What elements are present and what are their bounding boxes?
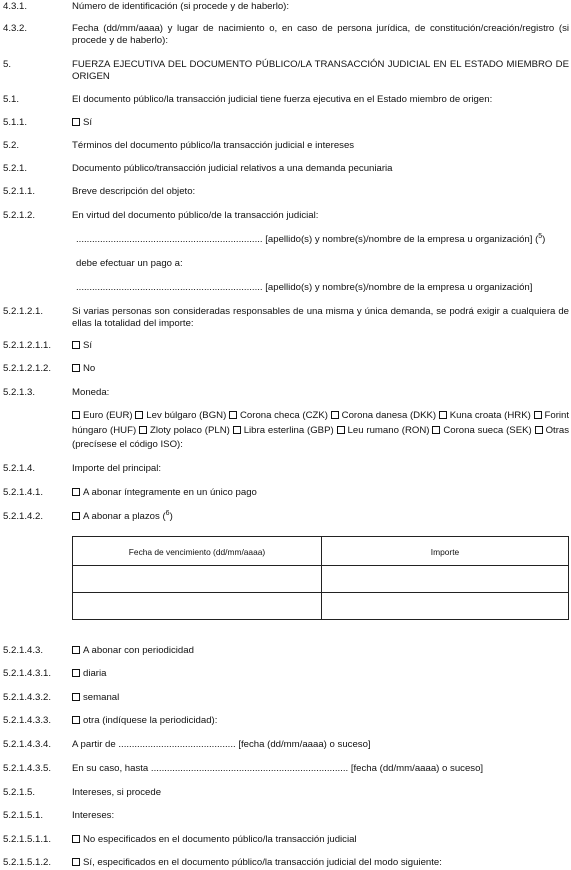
checkbox-label: Sí — [83, 117, 93, 128]
section-number: 5.2.1.2.1.2. — [3, 363, 52, 374]
checkbox-gbp[interactable] — [233, 426, 241, 434]
currency-option — [135, 410, 226, 421]
currency-label: Leu rumano (RON) — [347, 424, 430, 436]
currency-option — [439, 410, 531, 421]
footnote-close: ) — [542, 234, 546, 245]
section-text: Breve descripción del objeto: — [72, 186, 196, 197]
section-text: Número de identificación (si procede y de haberlo): — [72, 1, 290, 12]
checkbox-si[interactable] — [72, 341, 80, 349]
checkbox-label: Sí — [83, 340, 93, 351]
section-number: 4.3.1. — [3, 1, 28, 12]
section-number: 5. — [3, 59, 12, 70]
checkbox-daily[interactable] — [72, 669, 80, 677]
section-number: 5.2.1.4. — [3, 463, 36, 474]
start-date-fill-line[interactable]: A partir de ............................................ [fecha (dd/mm/aaaa) o suceso] — [72, 739, 371, 750]
section-number: 5.2.1.3. — [3, 387, 36, 398]
section-number: 5.2.1.4.1. — [3, 487, 44, 498]
checkbox-periodic[interactable] — [72, 646, 80, 654]
table-header-due-date: Fecha de vencimiento (dd/mm/aaaa) — [128, 547, 266, 557]
section-number: 5.2.1.4.3.1. — [3, 668, 52, 679]
section-text: Intereses, si procede — [72, 787, 162, 798]
section-number: 5.2.1. — [3, 163, 28, 174]
checkbox-si[interactable] — [72, 118, 80, 126]
checkbox-other-periodicity[interactable] — [72, 716, 80, 724]
checkbox-bgn[interactable] — [135, 411, 143, 419]
currency-label: Kuna croata (HRK) — [449, 410, 531, 421]
section-text: Intereses: — [72, 810, 115, 821]
section-number: 5.2.1.4.3.2. — [3, 692, 52, 703]
section-text: Importe del principal: — [72, 463, 162, 474]
footnote-ref: 5 — [538, 232, 543, 240]
section-number: 4.3.2. — [3, 23, 28, 34]
section-text: Fecha (dd/mm/aaaa) y lugar de nacimiento o, en caso de persona jurídica, de constitución/creación/registro (si procede y de haberlo): — [72, 23, 569, 46]
currency-option — [432, 425, 531, 436]
checkbox-czk[interactable] — [229, 411, 237, 419]
checkbox-dkk[interactable] — [331, 411, 339, 419]
section-text: En virtud del documento público/de la transacción judicial: — [72, 210, 319, 221]
checkbox-installments[interactable] — [72, 512, 80, 520]
currency-label: Otras (precísese el código ISO): — [72, 424, 570, 450]
section-number: 5.2.1.1. — [3, 186, 36, 197]
table-header-amount: Importe — [430, 547, 460, 557]
currency-option — [229, 410, 328, 421]
section-number: 5.2.1.4.3.5. — [3, 763, 52, 774]
currency-label: Forint húngaro (HUF) — [72, 410, 570, 436]
section-number: 5.2.1.5.1.1. — [3, 834, 52, 845]
currency-options — [72, 409, 569, 453]
currency-option — [72, 410, 133, 421]
currency-label: Lev búlgaro (BGN) — [146, 410, 227, 421]
section-number: 5.2.1.2.1.1. — [3, 340, 52, 351]
checkbox-no[interactable] — [72, 364, 80, 372]
section-text: El documento público/la transacción judicial tiene fuerza ejecutiva en el Estado miembro de origen: — [72, 94, 493, 105]
checkbox-other[interactable] — [535, 426, 543, 434]
section-number: 5.2.1.2. — [3, 210, 36, 221]
checkbox-label: A abonar con periodicidad — [83, 645, 194, 656]
section-number: 5.2.1.4.3.4. — [3, 739, 52, 750]
section-number: 5.2.1.4.3.3. — [3, 715, 52, 726]
currency-label: Corona danesa (DKK) — [341, 410, 437, 421]
section-number: 5.1.1. — [3, 117, 28, 128]
currency-option — [337, 425, 430, 436]
section-number: 5.2.1.5. — [3, 787, 36, 798]
section-number: 5.2.1.2.1. — [3, 306, 44, 317]
checkbox-label: No — [83, 363, 96, 374]
checkbox-sek[interactable] — [432, 426, 440, 434]
table-row-divider — [73, 565, 568, 566]
section-heading: FUERZA EJECUTIVA DEL DOCUMENTO PÚBLICO/LA TRANSACCIÓN JUDICIAL EN EL ESTADO MIEMBRO DE ORIGEN — [72, 59, 569, 82]
section-text: Moneda: — [72, 387, 110, 398]
currency-label: Zloty polaco (PLN) — [150, 424, 230, 436]
creditor-fill-line[interactable]: ...................................................................... [apellido(s) y nombre(s)/nombre de la empresa u organización] — [76, 282, 533, 293]
checkbox-label: Sí, especificados en el documento público/la transacción judicial del modo siguiente: — [83, 857, 442, 868]
footnote-ref: 6 — [165, 509, 170, 517]
checkbox-ron[interactable] — [337, 426, 345, 434]
debtor-fill-line[interactable]: ...................................................................... [apellido(s) y nombre(s)/nombre de la empresa u organización] ( — [76, 234, 539, 245]
checkbox-label: No especificados en el documento público/la transacción judicial — [83, 834, 357, 845]
checkbox-single-payment[interactable] — [72, 488, 80, 496]
currency-option — [331, 410, 436, 421]
end-date-fill-line[interactable]: En su caso, hasta .......................................................................... [fecha (dd/mm/aaaa) o suceso] — [72, 763, 484, 774]
currency-label: Corona sueca (SEK) — [443, 424, 532, 436]
checkbox-label: semanal — [83, 692, 120, 703]
checkbox-eur[interactable] — [72, 411, 80, 419]
currency-label: Libra esterlina (GBP) — [243, 424, 334, 436]
table-row-divider — [73, 592, 568, 593]
section-number: 5.2.1.4.3. — [3, 645, 44, 656]
section-number: 5.2. — [3, 140, 20, 151]
currency-option — [233, 425, 334, 436]
checkbox-weekly[interactable] — [72, 693, 80, 701]
checkbox-label: diaria — [83, 668, 107, 679]
section-number: 5.2.1.4.2. — [3, 511, 44, 522]
section-number: 5.2.1.5.1.2. — [3, 857, 52, 868]
currency-option — [139, 425, 230, 436]
checkbox-pln[interactable] — [139, 426, 147, 434]
pay-to-label: debe efectuar un pago a: — [76, 258, 183, 269]
section-text: Si varias personas son consideradas responsables de una misma y única demanda, se podrá exigir a cualquiera de ellas la totalidad del importe: — [72, 306, 569, 329]
checkbox-label: A abonar a plazos ( — [83, 511, 166, 522]
section-number: 5.1. — [3, 94, 20, 105]
checkbox-interest-specified[interactable] — [72, 858, 80, 866]
checkbox-label: otra (indíquese la periodicidad): — [83, 715, 218, 726]
checkbox-label: A abonar íntegramente en un único pago — [83, 487, 257, 498]
currency-label: Euro (EUR) — [83, 410, 133, 421]
section-text: Términos del documento público/la transacción judicial e intereses — [72, 140, 355, 151]
currency-label: Corona checa (CZK) — [239, 410, 328, 421]
checkbox-huf[interactable] — [534, 411, 542, 419]
checkbox-interest-not-specified[interactable] — [72, 835, 80, 843]
checkbox-hrk[interactable] — [439, 411, 447, 419]
installments-table — [72, 536, 569, 620]
section-text: Documento público/transacción judicial relativos a una demanda pecuniaria — [72, 163, 393, 174]
footnote-close: ) — [169, 511, 173, 522]
section-number: 5.2.1.5.1. — [3, 810, 44, 821]
